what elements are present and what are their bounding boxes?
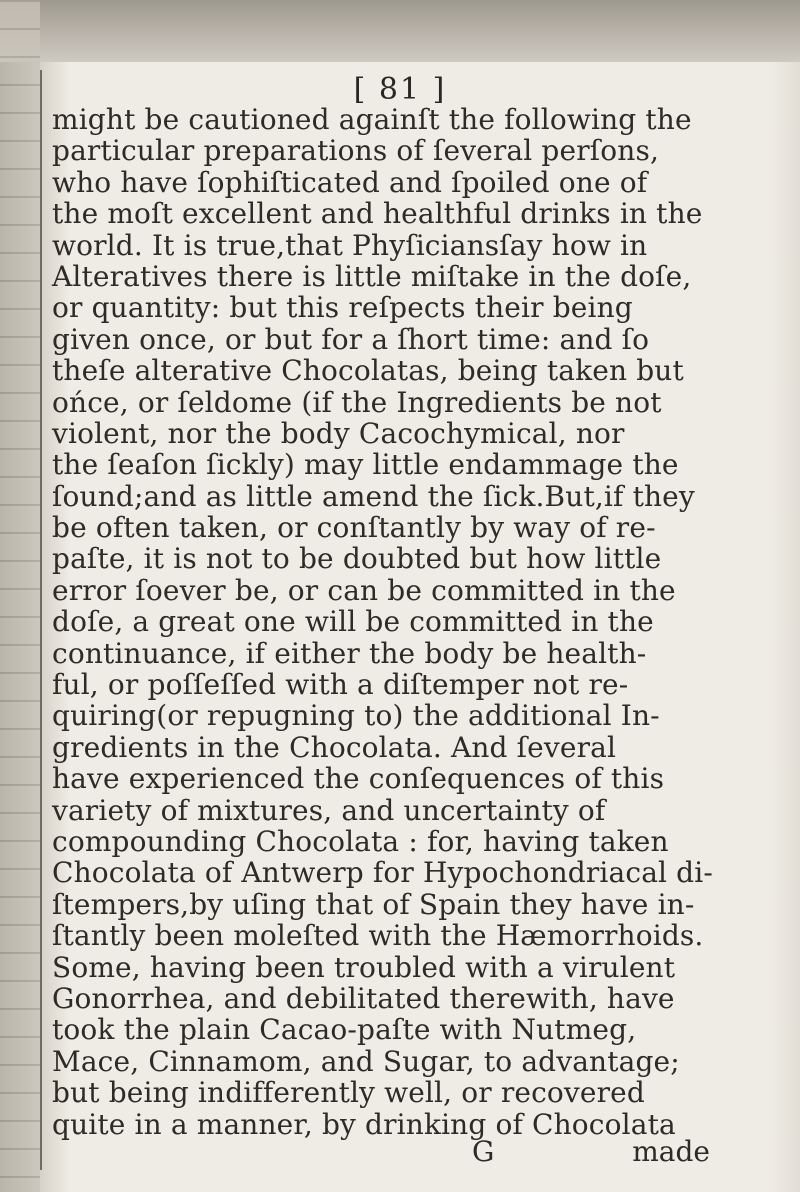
text-line: ońce, or ſeldome (if the Ingredients be not [52,385,662,419]
text-line: doſe, a great one will be committed in the [52,605,654,639]
text-line: given once, or but for a ſhort time: and ſo [52,322,650,356]
text-line: Alteratives there is little miſtake in the doſe, [52,259,692,293]
text-line: world. It is true,that Phyſiciansſay how in [52,228,648,262]
text-line: the ſeaſon ſickly) may little endammage the [52,448,679,482]
text-line: Mace, Cinnamom, and Sugar, to advantage; [52,1044,680,1078]
text-line: took the plain Cacao-paſte with Nutmeg, [52,1013,637,1047]
text-line: Gonorrhea, and debilitated therewith, have [52,981,675,1015]
text-line: or quantity: but this reſpects their being [52,291,633,325]
text-line: violent, nor the body Cacochymical, nor [52,416,625,450]
catchword: made [632,1135,710,1168]
text-line: gredients in the Chocolata. And ſeveral [52,730,617,764]
text-line: compounding Chocolata : for, having taken [52,824,669,858]
text-line: ſtantly been moleſted with the Hæmorrhoids. [52,919,704,953]
text-line: might be cautioned againſt the following the [52,103,692,136]
text-line: paſte, it is not to be doubted but how little [52,542,662,576]
text-line: but being indifferently well, or recovered [52,1076,645,1110]
text-line: Chocolata of Antwerp for Hypochondriacal di- [52,856,713,890]
text-line: Some, having been troubled with a virulent [52,950,676,984]
text-line: quiring(or repugning to) the additional In- [52,699,660,733]
text-line: have experienced the conſequences of this [52,762,665,796]
page-top-edge [0,0,800,62]
text-line: theſe alterative Chocolatas, being taken but [52,354,684,388]
text-line: the moſt excellent and healthful drinks in the [52,197,703,231]
text-line: be often taken, or conſtantly by way of re- [52,511,656,545]
signature-mark: G [472,1135,495,1168]
text-line: particular preparations of ſeveral perſons, [52,134,660,168]
body-text [52,104,770,1140]
page-number: [ 81 ] [353,72,447,107]
text-line: quite in a manner, by drinking of Chocolata [52,1107,676,1141]
text-line: ſound;and as little amend the ſick.But,if they [52,479,695,513]
text-line: ful, or poſſeſſed with a diſtemper not re- [52,668,629,702]
page-margin-line [40,70,42,1170]
text-line: variety of mixtures, and uncertainty of [52,793,606,827]
text-line: who have ſophiſticated and ſpoiled one of [52,165,648,199]
page-gutter [0,0,40,1192]
text-line: continuance, if either the body be health- [52,636,647,670]
text-line: ſtempers,by uſing that of Spain they have in- [52,887,695,921]
text-line: error ſoever be, or can be committed in the [52,573,676,607]
